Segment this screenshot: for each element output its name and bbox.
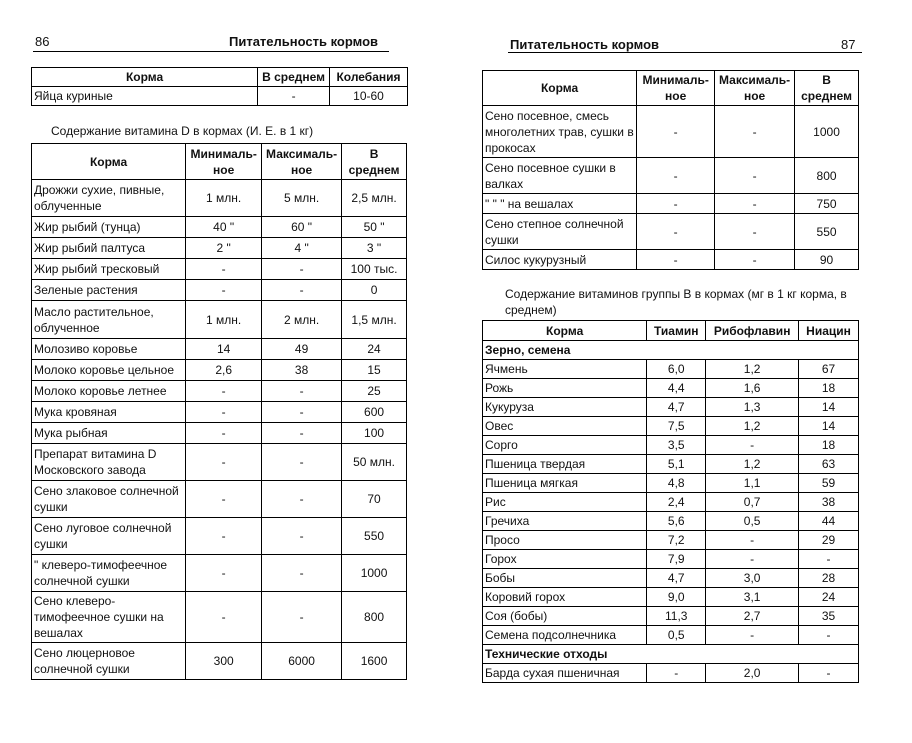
value-cell: 5,6 [647, 512, 706, 531]
feed-name-cell: Молоко коровье летнее [32, 381, 186, 402]
feed-name-cell: Рожь [483, 379, 647, 398]
table-row [483, 512, 859, 531]
value-cell: 59 [799, 474, 859, 493]
value-cell: 1 млн. [186, 301, 262, 339]
value-cell: 4,8 [647, 474, 706, 493]
value-cell: 1,3 [706, 398, 799, 417]
feed-name-cell: Молозиво коровье [32, 339, 186, 360]
feed-name-cell: Пшеница твердая [483, 455, 647, 474]
value-cell: 7,9 [647, 550, 706, 569]
value-cell: - [262, 280, 342, 301]
table-row [483, 474, 859, 493]
column-header: Корма [32, 144, 186, 180]
page-number: 86 [35, 34, 50, 49]
table-row [32, 381, 407, 402]
table-row [483, 569, 859, 588]
feed-name-cell: Сено клеверо-тимофеечное сушки на вешалах [32, 592, 186, 643]
value-cell: 750 [795, 194, 859, 214]
table-row [483, 379, 859, 398]
value-cell: - [186, 423, 262, 444]
value-cell: 100 тыс. [342, 259, 407, 280]
page-number: 87 [841, 37, 856, 52]
table-row [483, 360, 859, 379]
value-cell: 49 [262, 339, 342, 360]
table-row [483, 106, 859, 158]
value-cell: 60 " [262, 217, 342, 238]
value-cell: 4,4 [647, 379, 706, 398]
value-cell: - [706, 531, 799, 550]
value-cell: 50 " [342, 217, 407, 238]
value-cell: 300 [186, 643, 262, 680]
table-row [32, 444, 407, 481]
value-cell: 800 [795, 158, 859, 194]
value-cell: 0,7 [706, 493, 799, 512]
header-row [32, 68, 408, 87]
value-cell: 3 " [342, 238, 407, 259]
value-cell: 3,5 [647, 436, 706, 455]
value-cell: 14 [186, 339, 262, 360]
value-cell: - [637, 158, 715, 194]
column-header: Корма [483, 321, 647, 341]
value-cell: - [715, 194, 795, 214]
vitamin-b-table [482, 320, 859, 683]
table-row [32, 180, 407, 217]
table-row [483, 455, 859, 474]
header-row [32, 144, 407, 180]
value-cell: - [262, 381, 342, 402]
value-cell: - [186, 402, 262, 423]
column-header: В среднем [795, 71, 859, 106]
value-cell: 67 [799, 360, 859, 379]
value-cell: - [715, 106, 795, 158]
column-header: Рибофлавин [706, 321, 799, 341]
column-header: Минималь-ное [637, 71, 715, 106]
table-row [483, 550, 859, 569]
value-cell: - [262, 402, 342, 423]
value-cell: 7,5 [647, 417, 706, 436]
vitamin-d-caption: Содержание витамина D в кормах (И. Е. в 1 кг) [51, 124, 314, 138]
feed-name-cell: Силос кукурузный [483, 250, 637, 270]
feed-name-cell: Сено луговое солнечной сушки [32, 518, 186, 555]
value-cell: 1000 [342, 555, 407, 592]
table-row [483, 607, 859, 626]
value-cell: 14 [799, 398, 859, 417]
feed-name-cell: Горох [483, 550, 647, 569]
value-cell: - [706, 550, 799, 569]
feed-name-cell: Ячмень [483, 360, 647, 379]
value-cell: 70 [342, 481, 407, 518]
feed-name-cell: Сено злаковое солнечной сушки [32, 481, 186, 518]
value-cell: 18 [799, 379, 859, 398]
table-row [32, 423, 407, 444]
feed-name-cell: Жир рыбий (тунца) [32, 217, 186, 238]
table-row [32, 402, 407, 423]
value-cell: 0,5 [706, 512, 799, 531]
value-cell: 1,2 [706, 360, 799, 379]
table-row [32, 518, 407, 555]
value-cell: 3,0 [706, 569, 799, 588]
value-cell: 11,3 [647, 607, 706, 626]
value-cell: 2,6 [186, 360, 262, 381]
table-row [32, 643, 407, 680]
value-cell: 24 [799, 588, 859, 607]
value-cell: - [262, 481, 342, 518]
column-header: Тиамин [647, 321, 706, 341]
column-header: Корма [483, 71, 637, 106]
table-row [483, 417, 859, 436]
feed-name-cell: Мука кровяная [32, 402, 186, 423]
feed-name-cell: Овес [483, 417, 647, 436]
value-cell: 14 [799, 417, 859, 436]
feed-name-cell: " " " на вешалах [483, 194, 637, 214]
value-cell: 24 [342, 339, 407, 360]
value-cell: 10-60 [330, 87, 408, 106]
column-header: Максималь-ное [262, 144, 342, 180]
eggs-table [31, 67, 408, 106]
value-cell: 18 [799, 436, 859, 455]
table-row [32, 259, 407, 280]
feed-name-cell: Пшеница мягкая [483, 474, 647, 493]
hay-table [482, 70, 859, 270]
column-header: Максималь-ное [715, 71, 795, 106]
feed-name-cell: Зеленые растения [32, 280, 186, 301]
value-cell: 28 [799, 569, 859, 588]
value-cell: 2,4 [647, 493, 706, 512]
section-label: Зерно, семена [483, 341, 859, 360]
value-cell: - [799, 664, 859, 683]
feed-name-cell: Масло растительное, облученное [32, 301, 186, 339]
value-cell: - [262, 444, 342, 481]
table-row [483, 194, 859, 214]
feed-name-cell: Рис [483, 493, 647, 512]
value-cell: - [706, 436, 799, 455]
header-rule [508, 52, 862, 53]
table-row [483, 398, 859, 417]
feed-name-cell: Сено степное солнечной сушки [483, 214, 637, 250]
value-cell: 44 [799, 512, 859, 531]
section-row [483, 645, 859, 664]
value-cell: 35 [799, 607, 859, 626]
value-cell: - [186, 481, 262, 518]
feed-name-cell: Гречиха [483, 512, 647, 531]
value-cell: - [186, 592, 262, 643]
column-header: В среднем [258, 68, 330, 87]
table-row [483, 250, 859, 270]
value-cell: 2,5 млн. [342, 180, 407, 217]
value-cell: - [799, 550, 859, 569]
value-cell: - [637, 250, 715, 270]
value-cell: - [637, 214, 715, 250]
value-cell: - [262, 592, 342, 643]
value-cell: 1000 [795, 106, 859, 158]
vitamin-b-caption: Содержание витаминов группы В в кормах (мг в 1 кг корма, в среднем) [505, 287, 847, 317]
value-cell: 3,1 [706, 588, 799, 607]
value-cell: 1 млн. [186, 180, 262, 217]
value-cell: 550 [342, 518, 407, 555]
vitamin-d-table [31, 143, 407, 680]
value-cell: - [186, 381, 262, 402]
value-cell: - [186, 555, 262, 592]
value-cell: 40 " [186, 217, 262, 238]
value-cell: 5 млн. [262, 180, 342, 217]
column-header: Колебания [330, 68, 408, 87]
feed-name-cell: Соя (бобы) [483, 607, 647, 626]
table-row [483, 588, 859, 607]
feed-name-cell: Кукуруза [483, 398, 647, 417]
table-row [483, 158, 859, 194]
section-label: Технические отходы [483, 645, 859, 664]
value-cell: 50 млн. [342, 444, 407, 481]
section-row [483, 341, 859, 360]
value-cell: - [262, 259, 342, 280]
feed-name-cell: Яйца куриные [32, 87, 258, 106]
table-row [32, 301, 407, 339]
value-cell: - [258, 87, 330, 106]
value-cell: 4,7 [647, 569, 706, 588]
value-cell: - [637, 194, 715, 214]
value-cell: 63 [799, 455, 859, 474]
table-row [32, 280, 407, 301]
value-cell: 29 [799, 531, 859, 550]
value-cell: 1,2 [706, 417, 799, 436]
right-page [456, 0, 912, 743]
feed-name-cell: Сено посевное сушки в валках [483, 158, 637, 194]
column-header: Минималь-ное [186, 144, 262, 180]
value-cell: - [186, 280, 262, 301]
value-cell: 15 [342, 360, 407, 381]
value-cell: 2 млн. [262, 301, 342, 339]
table-row [32, 339, 407, 360]
header-row [483, 321, 859, 341]
value-cell: 2,0 [706, 664, 799, 683]
value-cell: - [262, 518, 342, 555]
column-header: В среднем [342, 144, 407, 180]
value-cell: - [637, 106, 715, 158]
feed-name-cell: Сено люцерновое солнечной сушки [32, 643, 186, 680]
table-row [32, 555, 407, 592]
table-row [483, 626, 859, 645]
value-cell: 4 " [262, 238, 342, 259]
header-row [483, 71, 859, 106]
value-cell: - [186, 518, 262, 555]
value-cell: 5,1 [647, 455, 706, 474]
feed-name-cell: Бобы [483, 569, 647, 588]
feed-name-cell: Просо [483, 531, 647, 550]
feed-name-cell: Препарат витамина D Московского завода [32, 444, 186, 481]
feed-name-cell: Семена подсолнечника [483, 626, 647, 645]
value-cell: 0 [342, 280, 407, 301]
value-cell: - [186, 259, 262, 280]
running-head: Питательность кормов [229, 34, 379, 49]
value-cell: 1,6 [706, 379, 799, 398]
column-header: Ниацин [799, 321, 859, 341]
value-cell: 550 [795, 214, 859, 250]
value-cell: - [262, 423, 342, 444]
value-cell: - [715, 158, 795, 194]
feed-name-cell: Дрожжи сухие, пивные, облученные [32, 180, 186, 217]
table-row [32, 238, 407, 259]
feed-name-cell: " клеверо-тимофеечное солнечной сушки [32, 555, 186, 592]
feed-name-cell: Жир рыбий тресковый [32, 259, 186, 280]
value-cell: 1,5 млн. [342, 301, 407, 339]
value-cell: 90 [795, 250, 859, 270]
value-cell: - [715, 250, 795, 270]
column-header: Корма [32, 68, 258, 87]
table-row [483, 214, 859, 250]
value-cell: 25 [342, 381, 407, 402]
feed-name-cell: Коровий горох [483, 588, 647, 607]
table-row [483, 664, 859, 683]
value-cell: 38 [799, 493, 859, 512]
value-cell: 6,0 [647, 360, 706, 379]
value-cell: 38 [262, 360, 342, 381]
value-cell: - [262, 555, 342, 592]
value-cell: 2,7 [706, 607, 799, 626]
value-cell: 600 [342, 402, 407, 423]
value-cell: - [647, 664, 706, 683]
table-row [483, 531, 859, 550]
header-rule [33, 51, 389, 52]
value-cell: 6000 [262, 643, 342, 680]
value-cell: 1,2 [706, 455, 799, 474]
table-row [32, 481, 407, 518]
value-cell: 1,1 [706, 474, 799, 493]
table-row [483, 436, 859, 455]
value-cell: - [799, 626, 859, 645]
table-row [32, 87, 408, 106]
feed-name-cell: Молоко коровье цельное [32, 360, 186, 381]
feed-name-cell: Мука рыбная [32, 423, 186, 444]
value-cell: 4,7 [647, 398, 706, 417]
value-cell: 1600 [342, 643, 407, 680]
value-cell: - [715, 214, 795, 250]
value-cell: - [706, 626, 799, 645]
value-cell: 0,5 [647, 626, 706, 645]
value-cell: 800 [342, 592, 407, 643]
table-row [32, 217, 407, 238]
feed-name-cell: Барда сухая пшеничная [483, 664, 647, 683]
value-cell: 100 [342, 423, 407, 444]
table-row [32, 592, 407, 643]
feed-name-cell: Жир рыбий палтуса [32, 238, 186, 259]
value-cell: - [186, 444, 262, 481]
table-row [483, 493, 859, 512]
table-row [32, 360, 407, 381]
value-cell: 9,0 [647, 588, 706, 607]
value-cell: 2 " [186, 238, 262, 259]
value-cell: 7,2 [647, 531, 706, 550]
running-head: Питательность кормов [510, 37, 660, 52]
feed-name-cell: Сорго [483, 436, 647, 455]
feed-name-cell: Сено посевное, смесь многолетних трав, сушки в прокосах [483, 106, 637, 158]
